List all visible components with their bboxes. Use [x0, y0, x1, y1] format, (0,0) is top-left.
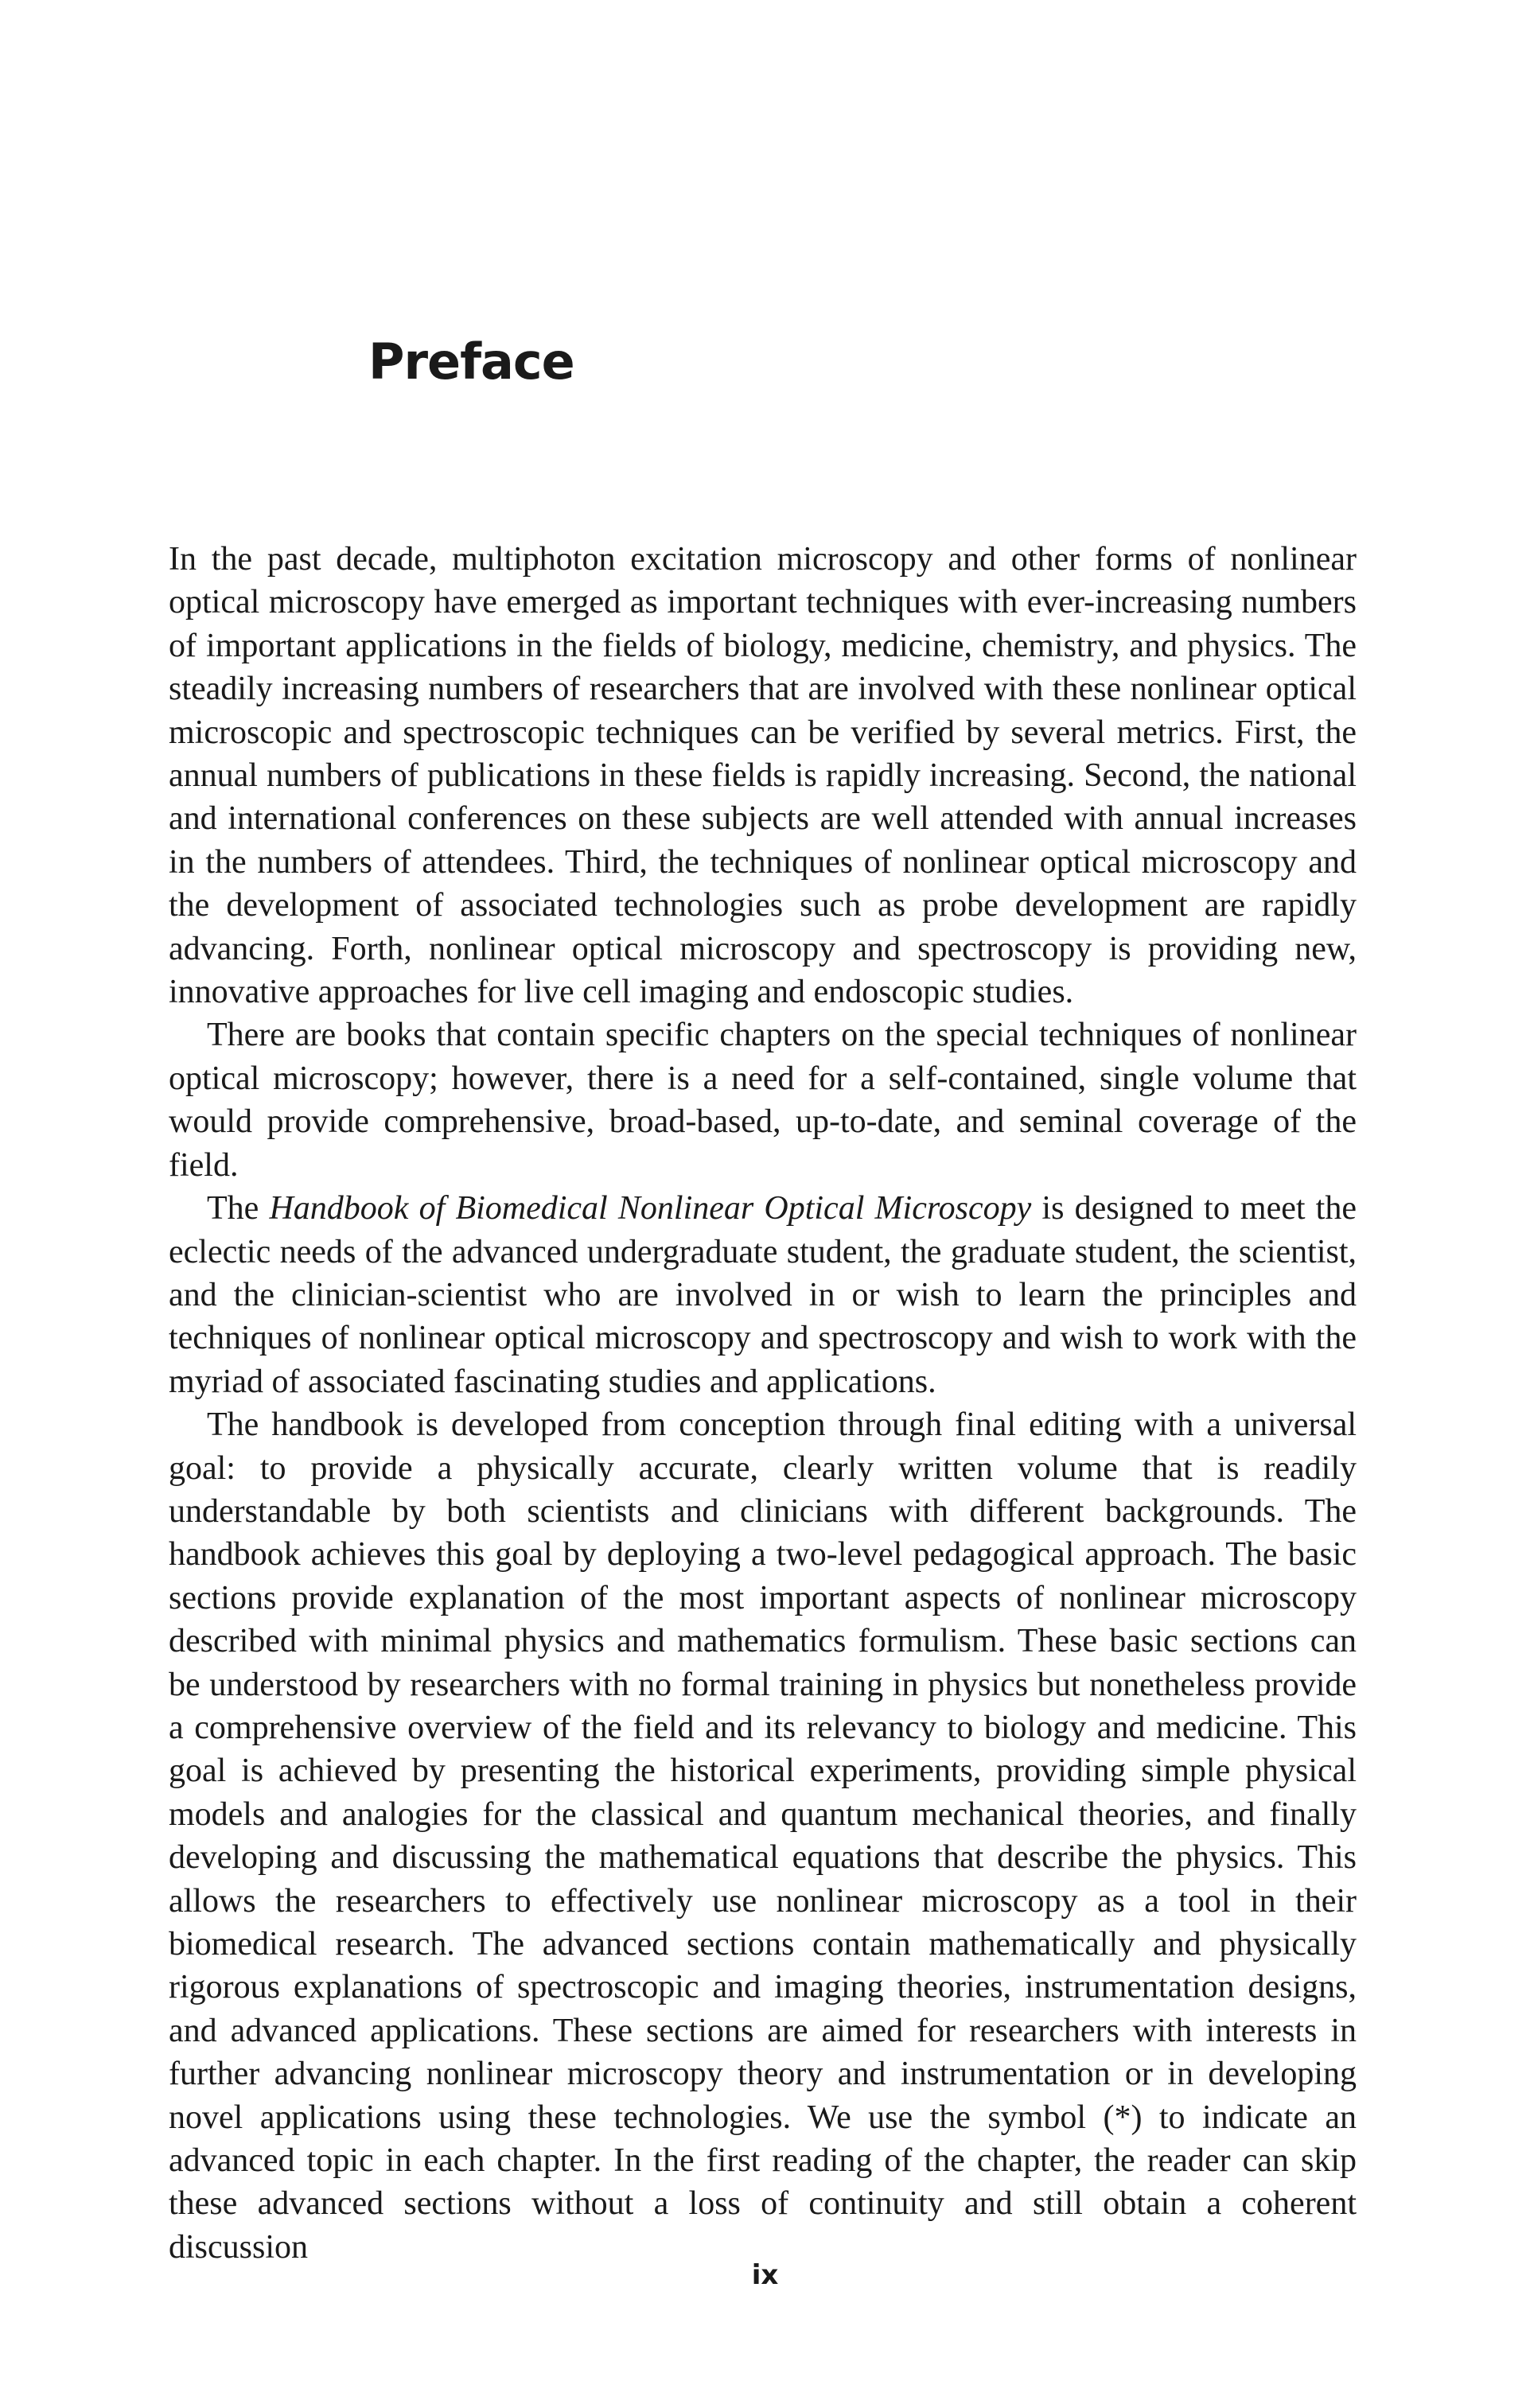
page-number: ix	[751, 2259, 779, 2291]
paragraph-3	[169, 1187, 1357, 1403]
paragraph-4: The handbook is developed from conception through final editing with a universal goal: to provide a physically accurate, clearly written volume that is readily understandable by both scientists and clinicians with different backgrounds. The handbook achieves this goal by deploying a two-level pedagogical approach. The basic sections provide explanation of the most important aspects of nonlinear microscopy described with minimal physics and mathematics formulism. These basic sections can be understood by researchers with no formal training in physics but nonetheless provide a comprehensive overview of the field and its relevancy to biology and medicine. This goal is achieved by presenting the historical experiments, providing simple physical models and analogies for the classical and quantum mechanical theories, and finally developing and discussing the mathematical equations that describe the physics. This allows the researchers to effectively use nonlinear microscopy as a tool in their biomedical research. The advanced sections contain mathematically and physically rigorous explanations of spectroscopic and imaging theories, instrumentation designs, and advanced applications. These sections are aimed for researchers with interests in further advancing nonlinear microscopy theory and instrumentation or in developing novel applications using these technologies. We use the symbol (*) to indicate an advanced topic in each chapter. In the first reading of the chapter, the reader can skip these advanced sections without a loss of continuity and still obtain a coherent discussion	[169, 1406, 1357, 2266]
paragraph-2: There are books that contain specific chapters on the special techniques of nonlinear optical microscopy; however, there is a need for a self-contained, single volume that would provide comprehensive, broad-based, up-to-date, and seminal coverage of the field.	[169, 1017, 1357, 1184]
preface-body	[169, 538, 1357, 2269]
paragraph-3-lead: The	[207, 1190, 270, 1227]
chapter-title: Preface	[368, 333, 574, 391]
book-title-italic: Handbook of Biomedical Nonlinear Optical Microscopy	[269, 1190, 1032, 1227]
paragraph-1: In the past decade, multiphoton excitation microscopy and other forms of nonlinear optical microscopy have emerged as important techniques with ever-increasing numbers of important applications in the fields of biology, medicine, chemistry, and physics. The steadily increasing numbers of researchers that are involved with these nonlinear optical microscopic and spectroscopic techniques can be verified by several metrics. First, the annual numbers of publications in these fields is rapidly increasing. Second, the national and international conferences on these subjects are well attended with annual increases in the numbers of attendees. Third, the techniques of nonlinear optical microscopy and the development of associated technologies such as probe development are rapidly advancing. Forth, nonlinear optical microscopy and spectroscopy is providing new, innovative approaches for live cell imaging and endoscopic studies.	[169, 541, 1357, 1011]
paragraph-3-rest: is designed to meet the eclectic needs of the advanced undergraduate student, the graduate student, the scientist, and the clinician-scientist who are involved in or wish to learn the principles and techniques of nonlinear optical microscopy and spectroscopy and wish to work with the myriad of associated fascinating studies and applications.	[169, 1190, 1357, 1400]
